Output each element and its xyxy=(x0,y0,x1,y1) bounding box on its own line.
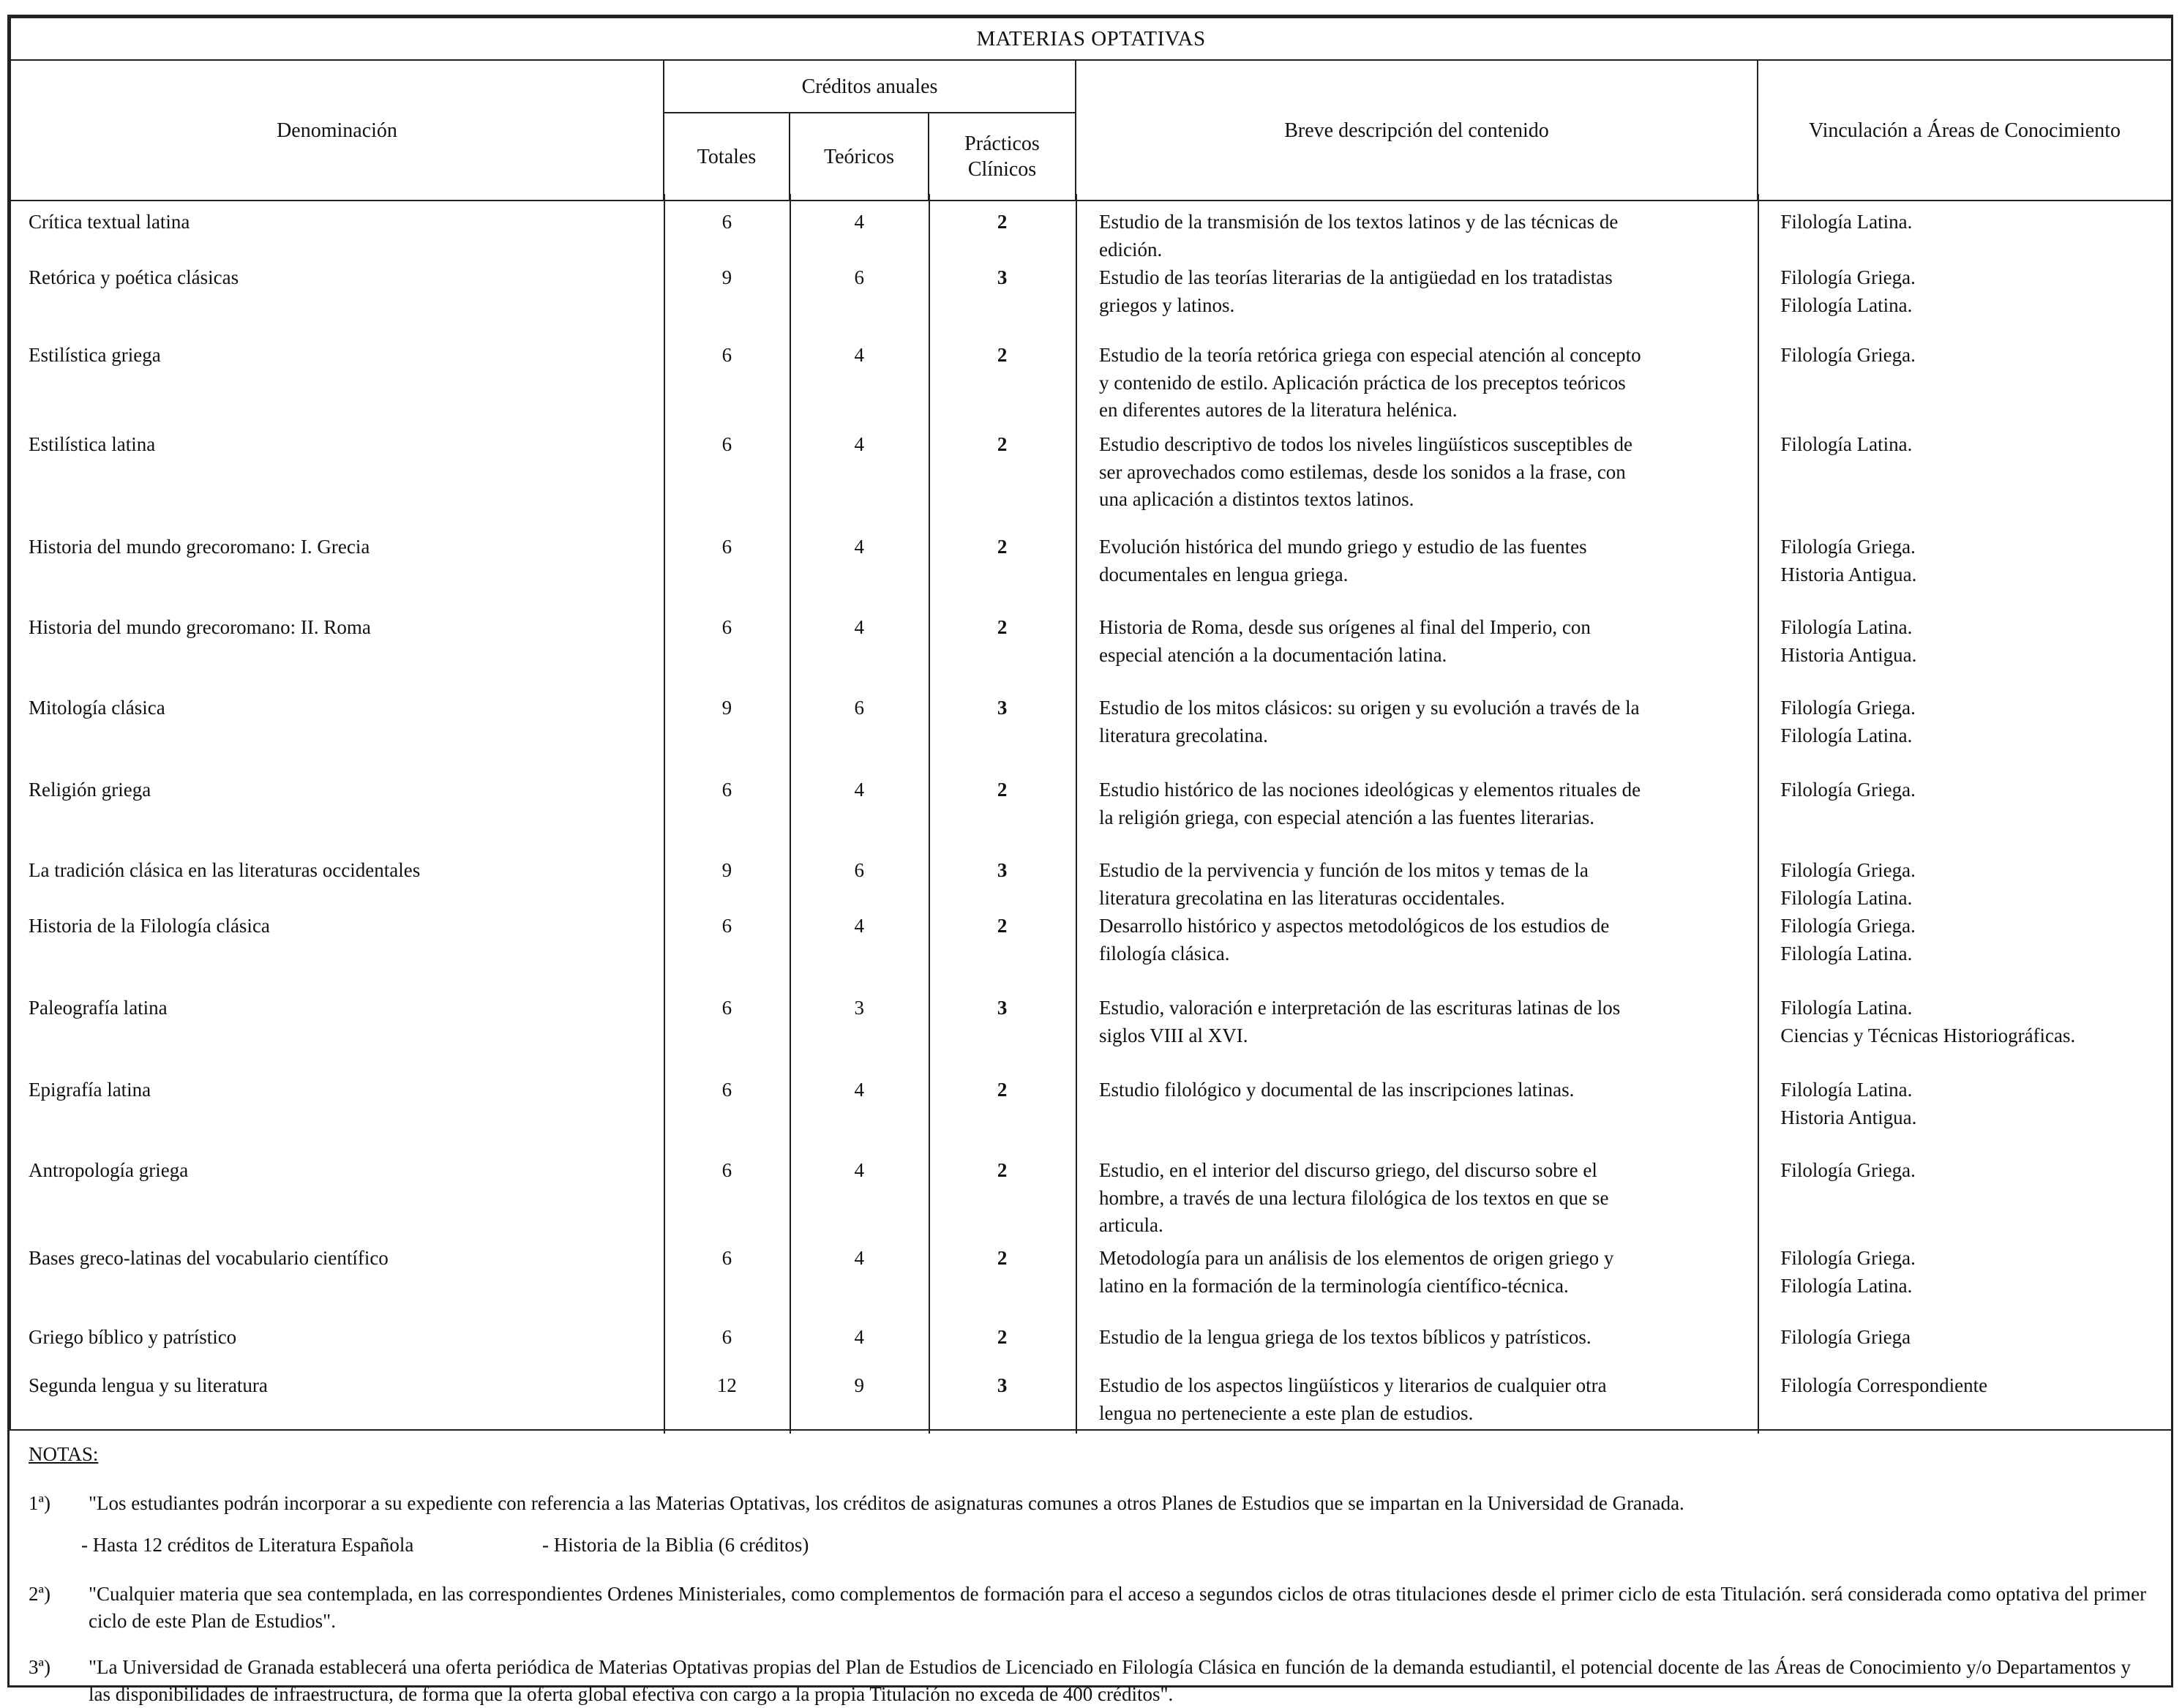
credits-practicos: 3 xyxy=(997,697,1008,719)
table-row xyxy=(11,995,2171,1076)
table-row xyxy=(11,776,2171,857)
notes-section xyxy=(10,1431,2171,1708)
description-line: Estudio filológico y documental de las inscripciones latinas. xyxy=(1099,1079,1575,1101)
table-row xyxy=(11,1245,2171,1324)
credits-practicos: 2 xyxy=(997,915,1008,937)
credits-teoricos: 4 xyxy=(854,915,864,937)
description-line: Estudio descriptivo de todos los niveles lingüísticos susceptibles de xyxy=(1099,433,1632,455)
subject-name: Religión griega xyxy=(29,779,151,801)
description xyxy=(1076,614,1757,694)
header-practicos-line1: Prácticos xyxy=(964,132,1040,155)
area-line: Filología Latina. xyxy=(1780,211,1913,233)
table-row xyxy=(11,857,2171,913)
credits-totales: 6 xyxy=(721,433,732,455)
credits-totales: 9 xyxy=(721,266,732,288)
credits-practicos: 3 xyxy=(997,997,1008,1019)
header-vinculacion: Vinculación a Áreas de Conocimiento xyxy=(1758,60,2172,201)
description-line: Estudio, en el interior del discurso griego, del discurso sobre el xyxy=(1099,1159,1597,1181)
note-1-sub-item: - Historia de la Biblia (6 créditos) xyxy=(542,1534,809,1556)
description-line: Metodología para un análisis de los elementos de origen griego y xyxy=(1099,1247,1614,1269)
header-denominacion: Denominación xyxy=(10,60,664,201)
credits-teoricos: 4 xyxy=(854,779,864,801)
description-line: ser aprovechados como estilemas, desde los sonidos a la frase, con xyxy=(1099,460,1626,483)
description xyxy=(1076,1372,1757,1425)
subject-name: Estilística latina xyxy=(29,433,156,455)
knowledge-areas xyxy=(1757,1157,2171,1245)
description-line: en diferentes autores de la literatura helénica. xyxy=(1099,399,1458,421)
knowledge-areas xyxy=(1757,694,2171,776)
subject-name: Bases greco-latinas del vocabulario científico xyxy=(29,1247,389,1269)
knowledge-areas xyxy=(1757,776,2171,857)
description-line: lengua no perteneciente a este plan de estudios. xyxy=(1099,1401,1474,1424)
description-line: latino en la formación de la terminología científico-técnica. xyxy=(1099,1274,1569,1297)
header-creditos: Créditos anuales xyxy=(664,60,1076,113)
area-line: Historia Antigua. xyxy=(1780,563,1917,585)
credits-practicos: 2 xyxy=(997,1159,1008,1181)
description-line: siglos VIII al XVI. xyxy=(1099,1024,1248,1046)
description-line: Estudio de la teoría retórica griega con especial atención al concepto xyxy=(1099,344,1641,366)
optional-subjects-table xyxy=(10,17,2172,1431)
credits-practicos: 3 xyxy=(997,859,1008,881)
knowledge-areas xyxy=(1757,342,2171,431)
table-row xyxy=(11,209,2171,264)
table-row xyxy=(11,264,2171,342)
knowledge-areas xyxy=(1757,209,2171,264)
description-line: griegos y latinos. xyxy=(1099,293,1235,316)
knowledge-areas xyxy=(1757,995,2171,1076)
area-line: Filología Griega. xyxy=(1780,779,1916,801)
header-totales: Totales xyxy=(664,113,790,201)
description-line: Historia de Roma, desde sus orígenes al final del Imperio, con xyxy=(1099,616,1591,638)
credits-totales: 12 xyxy=(716,1374,737,1396)
note-3-text: "La Universidad de Granada establecerá una oferta periódica de Materias Optativas propias del Plan de Estudios de Licenciado en Filología Clásica en función de la demanda estudiantil, el potencial docente de las Áreas de Conocimiento y/o Departamentos y las disponibilidades de infraestructura, de forma que la oferta global efectiva con cargo a la propia Titulación no exceda de 400 créditos". xyxy=(89,1656,2132,1705)
credits-practicos: 2 xyxy=(997,536,1008,558)
credits-totales: 6 xyxy=(721,997,732,1019)
description xyxy=(1076,995,1757,1076)
description-line: Estudio de la transmisión de los textos latinos y de las técnicas de xyxy=(1099,211,1619,233)
description-line: especial atención a la documentación latina. xyxy=(1099,643,1447,666)
credits-teoricos: 4 xyxy=(854,1326,864,1348)
credits-practicos: 2 xyxy=(997,433,1008,455)
description-line: Estudio histórico de las nociones ideológicas y elementos rituales de xyxy=(1099,779,1641,801)
header-practicos-line2: Clínicos xyxy=(967,158,1037,181)
subject-name: Crítica textual latina xyxy=(29,211,190,233)
table-row xyxy=(11,1324,2171,1372)
table-row xyxy=(11,431,2171,533)
area-line: Historia Antigua. xyxy=(1780,643,1917,666)
table-row xyxy=(11,342,2171,431)
area-line: Filología Griega. xyxy=(1780,697,1916,719)
area-line: Filología Griega. xyxy=(1780,344,1916,366)
description xyxy=(1076,1157,1757,1245)
credits-practicos: 3 xyxy=(997,1374,1008,1396)
subject-name: Griego bíblico y patrístico xyxy=(29,1326,237,1348)
description xyxy=(1076,431,1757,533)
subject-name: Antropología griega xyxy=(29,1159,189,1181)
area-line: Filología Griega. xyxy=(1780,1247,1916,1269)
note-1-sub-item: - Hasta 12 créditos de Literatura Española xyxy=(81,1534,414,1556)
description-line: documentales en lengua griega. xyxy=(1099,563,1349,585)
credits-totales: 6 xyxy=(721,344,732,366)
credits-totales: 9 xyxy=(721,859,732,881)
column-divider xyxy=(1076,194,1077,1434)
knowledge-areas xyxy=(1757,1324,2171,1372)
description-line: Desarrollo histórico y aspectos metodológicos de los estudios de xyxy=(1099,915,1610,937)
description xyxy=(1076,264,1757,342)
credits-practicos: 3 xyxy=(997,266,1008,288)
area-line: Filología Latina. xyxy=(1780,942,1913,965)
area-line: Filología Latina. xyxy=(1780,433,1913,455)
description xyxy=(1076,913,1757,995)
table-title: MATERIAS OPTATIVAS xyxy=(10,18,2172,60)
credits-practicos: 2 xyxy=(997,211,1008,233)
credits-teoricos: 4 xyxy=(854,1247,864,1269)
credits-practicos: 2 xyxy=(997,779,1008,801)
description xyxy=(1076,1245,1757,1324)
description-line: Estudio de la lengua griega de los textos bíblicos y patrísticos. xyxy=(1099,1326,1591,1348)
credits-teoricos: 6 xyxy=(854,266,864,288)
credits-totales: 6 xyxy=(721,1079,732,1101)
area-line: Filología Correspondiente xyxy=(1780,1374,1988,1396)
knowledge-areas xyxy=(1757,1245,2171,1324)
credits-teoricos: 4 xyxy=(854,536,864,558)
description-line: literatura grecolatina. xyxy=(1099,724,1268,746)
area-line: Ciencias y Técnicas Historiográficas. xyxy=(1780,1024,2076,1046)
subject-name: Epigrafía latina xyxy=(29,1079,151,1101)
description xyxy=(1076,1076,1757,1157)
description-line: literatura grecolatina en las literaturas occidentales. xyxy=(1099,886,1505,909)
description xyxy=(1076,776,1757,857)
knowledge-areas xyxy=(1757,913,2171,995)
description xyxy=(1076,857,1757,913)
table-row xyxy=(11,614,2171,694)
column-divider xyxy=(664,194,665,1434)
note-1 xyxy=(29,1490,2155,1517)
credits-teoricos: 9 xyxy=(854,1374,864,1396)
subject-name: La tradición clásica en las literaturas occidentales xyxy=(29,859,421,881)
credits-practicos: 2 xyxy=(997,344,1008,366)
description-line: Evolución histórica del mundo griego y estudio de las fuentes xyxy=(1099,536,1587,558)
note-3-number: 3ª) xyxy=(29,1656,50,1678)
description-line: hombre, a través de una lectura filológica de los textos en que se xyxy=(1099,1186,1609,1209)
document-page xyxy=(7,15,2173,1705)
credits-teoricos: 4 xyxy=(854,211,864,233)
description-line: y contenido de estilo. Aplicación práctica de los preceptos teóricos xyxy=(1099,371,1626,394)
note-1-number: 1ª) xyxy=(29,1492,50,1514)
note-1-text: "Los estudiantes podrán incorporar a su expediente con referencia a las Materias Optativas, los créditos de asignaturas comunes a otros Planes de Estudios que se impartan en la Universidad de Granada. xyxy=(89,1492,1684,1514)
knowledge-areas xyxy=(1757,1372,2171,1425)
description-line: Estudio, valoración e interpretación de las escrituras latinas de los xyxy=(1099,997,1621,1019)
description-line: edición. xyxy=(1099,238,1163,261)
credits-teoricos: 3 xyxy=(854,997,864,1019)
area-line: Filología Griega xyxy=(1780,1326,1911,1348)
header-descripcion: Breve descripción del contenido xyxy=(1076,60,1758,201)
credits-teoricos: 4 xyxy=(854,1079,864,1101)
area-line: Filología Latina. xyxy=(1780,293,1913,316)
credits-practicos: 2 xyxy=(997,1079,1008,1101)
subject-name: Estilística griega xyxy=(29,344,161,366)
credits-totales: 6 xyxy=(721,915,732,937)
credits-teoricos: 4 xyxy=(854,1159,864,1181)
table-row xyxy=(11,913,2171,995)
table-row xyxy=(11,533,2171,614)
area-line: Filología Griega. xyxy=(1780,915,1916,937)
knowledge-areas xyxy=(1757,614,2171,694)
table-row xyxy=(11,694,2171,776)
area-line: Filología Latina. xyxy=(1780,886,1913,909)
area-line: Filología Griega. xyxy=(1780,859,1916,881)
description-line: articula. xyxy=(1099,1214,1163,1236)
credits-totales: 6 xyxy=(721,1159,732,1181)
credits-totales: 6 xyxy=(721,616,732,638)
description xyxy=(1076,1324,1757,1372)
note-3 xyxy=(29,1654,2155,1708)
knowledge-areas xyxy=(1757,264,2171,342)
column-divider xyxy=(929,194,930,1434)
knowledge-areas xyxy=(1757,1076,2171,1157)
subject-name: Segunda lengua y su literatura xyxy=(29,1374,268,1396)
description-line: Estudio de las teorías literarias de la antigüedad en los tratadistas xyxy=(1099,266,1613,288)
subject-name: Paleografía latina xyxy=(29,997,168,1019)
table-body xyxy=(10,201,2172,1430)
subject-name: Retórica y poética clásicas xyxy=(29,266,239,288)
description xyxy=(1076,342,1757,431)
subject-rows xyxy=(11,201,2171,1429)
description xyxy=(1076,694,1757,776)
credits-teoricos: 4 xyxy=(854,433,864,455)
credits-practicos: 2 xyxy=(997,616,1008,638)
description xyxy=(1076,533,1757,614)
subject-name: Historia de la Filología clásica xyxy=(29,915,270,937)
subject-name: Mitología clásica xyxy=(29,697,165,719)
description-line: filología clásica. xyxy=(1099,942,1230,965)
knowledge-areas xyxy=(1757,857,2171,913)
credits-totales: 6 xyxy=(721,1247,732,1269)
header-teoricos: Teóricos xyxy=(790,113,929,201)
area-line: Filología Griega. xyxy=(1780,266,1916,288)
description-line: una aplicación a distintos textos latinos. xyxy=(1099,488,1414,510)
credits-totales: 6 xyxy=(721,536,732,558)
description-line: la religión griega, con especial atención a las fuentes literarias. xyxy=(1099,806,1594,828)
area-line: Historia Antigua. xyxy=(1780,1106,1917,1128)
table-row xyxy=(11,1157,2171,1245)
area-line: Filología Latina. xyxy=(1780,724,1913,746)
credits-teoricos: 4 xyxy=(854,616,864,638)
notes-title: NOTAS: xyxy=(29,1443,99,1465)
area-line: Filología Griega. xyxy=(1780,1159,1916,1181)
credits-teoricos: 6 xyxy=(854,697,864,719)
credits-totales: 9 xyxy=(721,697,732,719)
table-row xyxy=(11,1076,2171,1157)
description-line: Estudio de los aspectos lingüísticos y literarios de cualquier otra xyxy=(1099,1374,1607,1396)
header-practicos xyxy=(929,113,1076,201)
note-2-number: 2ª) xyxy=(29,1583,50,1605)
credits-teoricos: 4 xyxy=(854,344,864,366)
subject-name: Historia del mundo grecoromano: I. Grecia xyxy=(29,536,370,558)
credits-totales: 6 xyxy=(721,211,732,233)
column-divider xyxy=(790,194,791,1434)
credits-totales: 6 xyxy=(721,779,732,801)
area-line: Filología Latina. xyxy=(1780,997,1913,1019)
credits-totales: 6 xyxy=(721,1326,732,1348)
note-2 xyxy=(29,1581,2155,1635)
subject-name: Historia del mundo grecoromano: II. Roma xyxy=(29,616,371,638)
note-2-text: "Cualquier materia que sea contemplada, en las correspondientes Ordenes Ministeriales, como complementos de formación para el acceso a segundos ciclos de otras titulaciones desde el primer ciclo de esta Titulación. será considerada como optativa del primer ciclo de este Plan de Estudios". xyxy=(89,1583,2147,1632)
description-line: Estudio de la pervivencia y función de los mitos y temas de la xyxy=(1099,859,1589,881)
area-line: Filología Latina. xyxy=(1780,616,1913,638)
description-line: Estudio de los mitos clásicos: su origen y su evolución a través de la xyxy=(1099,697,1640,719)
area-line: Filología Griega. xyxy=(1780,536,1916,558)
credits-teoricos: 6 xyxy=(854,859,864,881)
area-line: Filología Latina. xyxy=(1780,1079,1913,1101)
area-line: Filología Latina. xyxy=(1780,1274,1913,1297)
column-divider xyxy=(1758,194,1759,1434)
description xyxy=(1076,209,1757,264)
knowledge-areas xyxy=(1757,431,2171,533)
note-1-sub-items xyxy=(29,1532,2155,1559)
table-row xyxy=(11,1372,2171,1425)
knowledge-areas xyxy=(1757,533,2171,614)
credits-practicos: 2 xyxy=(997,1326,1008,1348)
credits-practicos: 2 xyxy=(997,1247,1008,1269)
